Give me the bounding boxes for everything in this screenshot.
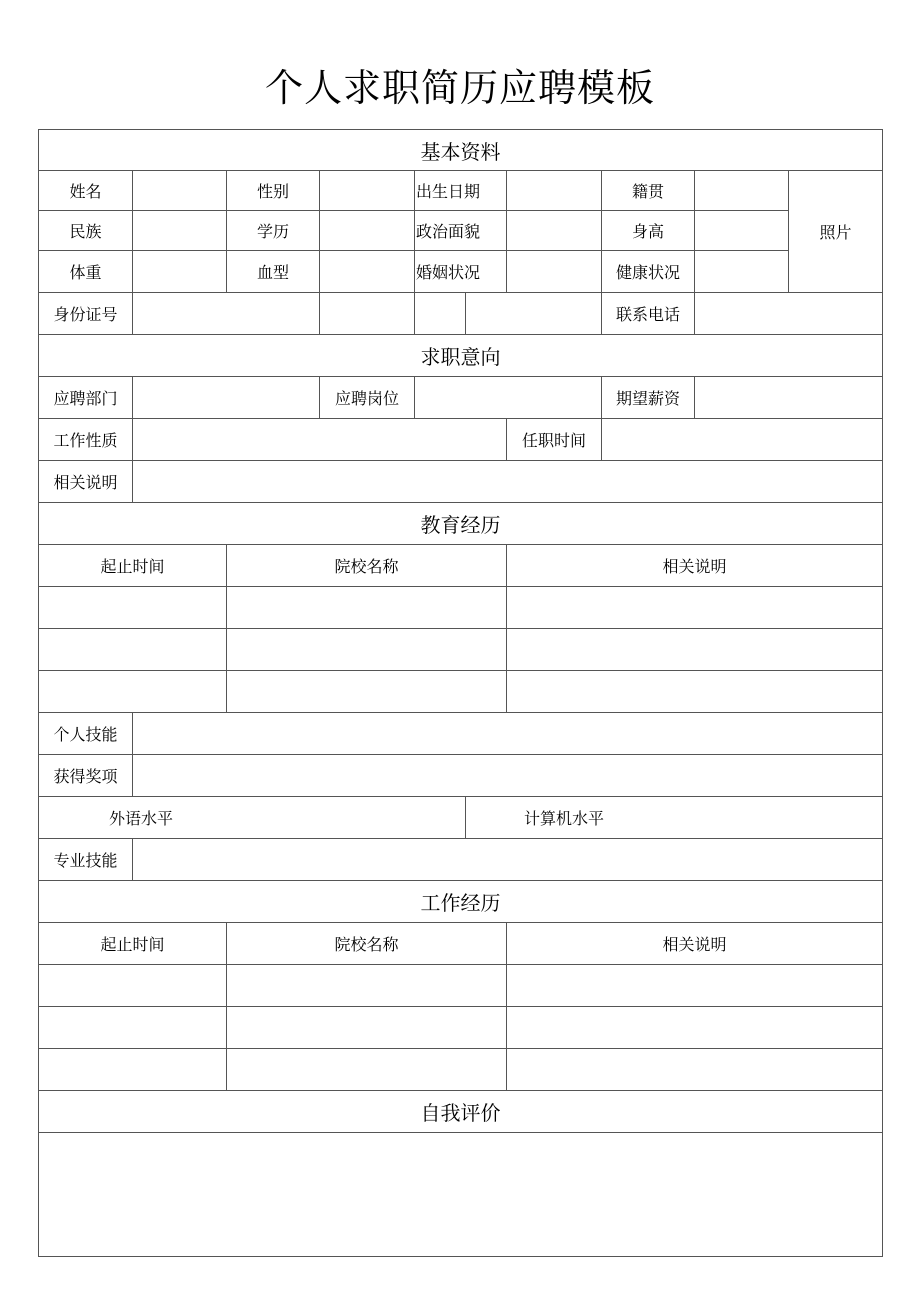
field-weight[interactable] xyxy=(133,251,227,293)
section-header-intention: 求职意向 xyxy=(39,335,883,377)
field-gender[interactable] xyxy=(320,171,415,211)
field-ethnicity[interactable] xyxy=(133,211,227,251)
field-salary[interactable] xyxy=(695,377,883,419)
field-personal-skills[interactable] xyxy=(133,713,883,755)
field-job-nature[interactable] xyxy=(133,419,507,461)
edu-col-notes: 相关说明 xyxy=(507,545,883,587)
edu-row-school-field[interactable] xyxy=(227,671,507,713)
label-health: 健康状况 xyxy=(602,251,695,293)
field-awards[interactable] xyxy=(133,755,883,797)
label-professional-skills: 专业技能 xyxy=(39,839,133,881)
work-row-school-field[interactable] xyxy=(227,1049,507,1091)
label-job-nature: 工作性质 xyxy=(39,419,133,461)
section-header-self-eval: 自我评价 xyxy=(39,1091,883,1133)
label-intention-notes: 相关说明 xyxy=(39,461,133,503)
field-name[interactable] xyxy=(133,171,227,211)
field-id-number-extra-3[interactable] xyxy=(466,293,602,335)
label-id-number: 身份证号 xyxy=(39,293,133,335)
label-computer-level: 计算机水平 xyxy=(466,797,883,839)
work-row-period-field[interactable] xyxy=(39,1007,227,1049)
edu-row-notes-field[interactable] xyxy=(507,671,883,713)
resume-table xyxy=(38,129,883,1257)
section-header-basic: 基本资料 xyxy=(39,130,883,171)
field-health[interactable] xyxy=(695,251,789,293)
label-foreign-language: 外语水平 xyxy=(39,797,466,839)
label-name: 姓名 xyxy=(39,171,133,211)
label-awards: 获得奖项 xyxy=(39,755,133,797)
edu-col-school: 院校名称 xyxy=(227,545,507,587)
work-col-notes: 相关说明 xyxy=(507,923,883,965)
field-id-number[interactable] xyxy=(133,293,320,335)
field-native-place[interactable] xyxy=(695,171,789,211)
label-weight: 体重 xyxy=(39,251,133,293)
work-col-school: 院校名称 xyxy=(227,923,507,965)
document-title: 个人求职简历应聘模板 xyxy=(264,66,655,110)
field-blood-type[interactable] xyxy=(320,251,415,293)
field-professional-skills[interactable] xyxy=(133,839,883,881)
label-phone: 联系电话 xyxy=(602,293,695,335)
label-start-time: 任职时间 xyxy=(507,419,602,461)
field-phone[interactable] xyxy=(695,293,883,335)
label-political-status: 政治面貌 xyxy=(415,211,507,251)
work-row-period-field[interactable] xyxy=(39,965,227,1007)
field-position[interactable] xyxy=(415,377,602,419)
work-row-notes-field[interactable] xyxy=(507,1049,883,1091)
field-id-number-extra-2[interactable] xyxy=(415,293,466,335)
field-education[interactable] xyxy=(320,211,415,251)
edu-row-period-field[interactable] xyxy=(39,629,227,671)
work-row-notes-field[interactable] xyxy=(507,965,883,1007)
label-height: 身高 xyxy=(602,211,695,251)
edu-row-notes-field[interactable] xyxy=(507,629,883,671)
field-height[interactable] xyxy=(695,211,789,251)
label-education: 学历 xyxy=(227,211,320,251)
edu-row-period-field[interactable] xyxy=(39,671,227,713)
field-intention-notes[interactable] xyxy=(133,461,883,503)
edu-row-school-field[interactable] xyxy=(227,587,507,629)
work-row-notes-field[interactable] xyxy=(507,1007,883,1049)
section-header-education: 教育经历 xyxy=(39,503,883,545)
field-political-status[interactable] xyxy=(507,211,602,251)
field-birth-date[interactable] xyxy=(507,171,602,211)
label-salary: 期望薪资 xyxy=(602,377,695,419)
label-native-place: 籍贯 xyxy=(602,171,695,211)
photo-box[interactable]: 照片 xyxy=(789,171,883,293)
label-birth-date: 出生日期 xyxy=(415,171,507,211)
field-marital-status[interactable] xyxy=(507,251,602,293)
edu-row-notes-field[interactable] xyxy=(507,587,883,629)
edu-col-period: 起止时间 xyxy=(39,545,227,587)
section-header-work: 工作经历 xyxy=(39,881,883,923)
work-col-period: 起止时间 xyxy=(39,923,227,965)
field-department[interactable] xyxy=(133,377,320,419)
label-gender: 性别 xyxy=(227,171,320,211)
field-self-evaluation[interactable] xyxy=(39,1133,883,1257)
label-blood-type: 血型 xyxy=(227,251,320,293)
field-start-time[interactable] xyxy=(602,419,883,461)
label-position: 应聘岗位 xyxy=(320,377,415,419)
work-row-period-field[interactable] xyxy=(39,1049,227,1091)
work-row-school-field[interactable] xyxy=(227,965,507,1007)
label-marital-status: 婚姻状况 xyxy=(415,251,507,293)
field-id-number-extra[interactable] xyxy=(320,293,415,335)
work-row-school-field[interactable] xyxy=(227,1007,507,1049)
label-personal-skills: 个人技能 xyxy=(39,713,133,755)
edu-row-school-field[interactable] xyxy=(227,629,507,671)
label-ethnicity: 民族 xyxy=(39,211,133,251)
label-department: 应聘部门 xyxy=(39,377,133,419)
edu-row-period-field[interactable] xyxy=(39,587,227,629)
